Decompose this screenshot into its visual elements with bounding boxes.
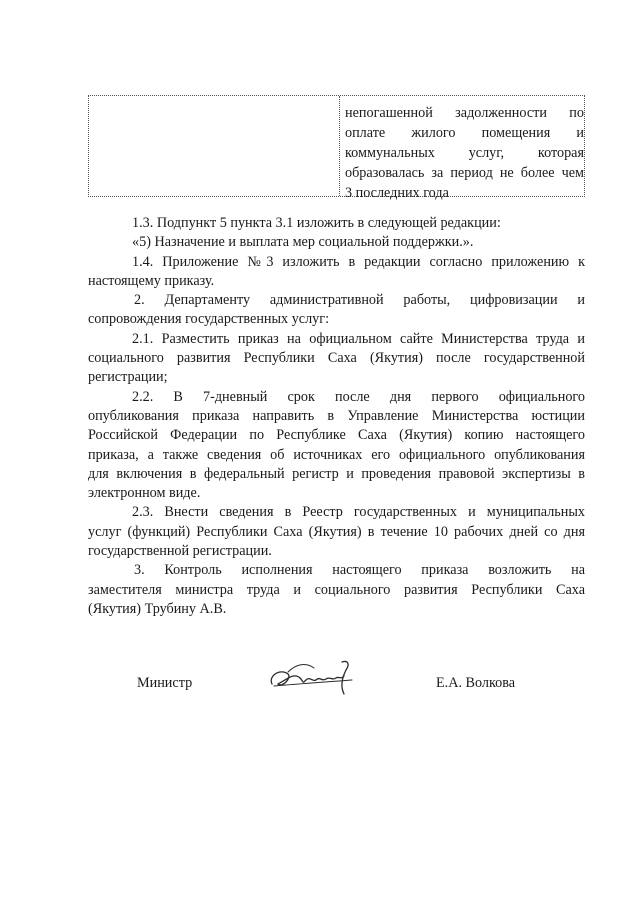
handwritten-signature	[266, 654, 366, 702]
table-cell-line: 3 последних года	[345, 185, 449, 201]
paragraph-2-cont: сопровождения государственных услуг:	[88, 311, 330, 328]
paragraph-2-2: 2.2. В 7-дневный срок после дня первого официального	[132, 388, 585, 405]
paragraph-3-cont: (Якутия) Трубину А.В.	[88, 600, 227, 617]
paragraph-2: 2. Департаменту административной работы, цифровизации и	[134, 292, 585, 309]
paragraph-3: 3. Контроль исполнения настоящего приказа возложить на	[134, 562, 585, 579]
paragraph-2-3-cont: услуг (функций) Республики Саха (Якутия) в течение 10 рабочих дней со дня	[88, 523, 585, 540]
paragraph-1-4: 1.4. Приложение №3 изложить в редакции согласно приложению к	[132, 253, 585, 270]
paragraph-1-3: 1.3. Подпункт 5 пункта 3.1 изложить в следующей редакции:	[132, 215, 501, 231]
paragraph-quote: «5) Назначение и выплата мер социальной поддержки.».	[132, 234, 474, 251]
document-body	[88, 214, 585, 619]
paragraph-2-2-cont: электронном виде.	[88, 485, 201, 502]
table-column-divider	[339, 96, 340, 196]
paragraph-2-2-cont: Российской Федерации по Республике Саха (Якутия) копию настоящего	[88, 427, 585, 444]
table-fragment	[88, 95, 585, 201]
table-cell-line: коммунальных услуг, которая	[345, 145, 584, 161]
paragraph-2-1: 2.1. Разместить приказ на официальном сайте Министерства труда и	[132, 330, 585, 347]
paragraph-2-1-cont: регистрации;	[88, 369, 168, 386]
signatory-name: Е.А. Волкова	[436, 675, 516, 691]
paragraph-3-cont: заместителя министра труда и социального развития Республики Саха	[88, 581, 585, 598]
paragraph-2-2-cont: опубликования приказа направить в Управление Министерства юстиции	[88, 407, 585, 424]
table-cell-right	[345, 104, 584, 204]
table-cell-line: оплате жилого помещения и	[345, 125, 584, 141]
paragraph-1-4-cont: настоящему приказу.	[88, 272, 215, 289]
paragraph-2-2-cont: приказа, а также сведения об источниках его официального опубликования	[88, 446, 585, 463]
paragraph-2-3: 2.3. Внести сведения в Реестр государственных и муниципальных	[132, 504, 585, 521]
paragraph-2-2-cont: для включения в федеральный регистр и проведения правовой экспертизы в	[88, 465, 585, 482]
table-cell-line: образовалась за период не более чем	[345, 165, 584, 181]
signatory-title: Министр	[137, 675, 193, 691]
paragraph-2-3-cont: государственной регистрации.	[88, 543, 272, 560]
table-cell-line: непогашенной задолженности по	[345, 105, 584, 121]
paragraph-2-1-cont: социального развития Республики Саха (Якутия) после государственной	[88, 350, 585, 367]
